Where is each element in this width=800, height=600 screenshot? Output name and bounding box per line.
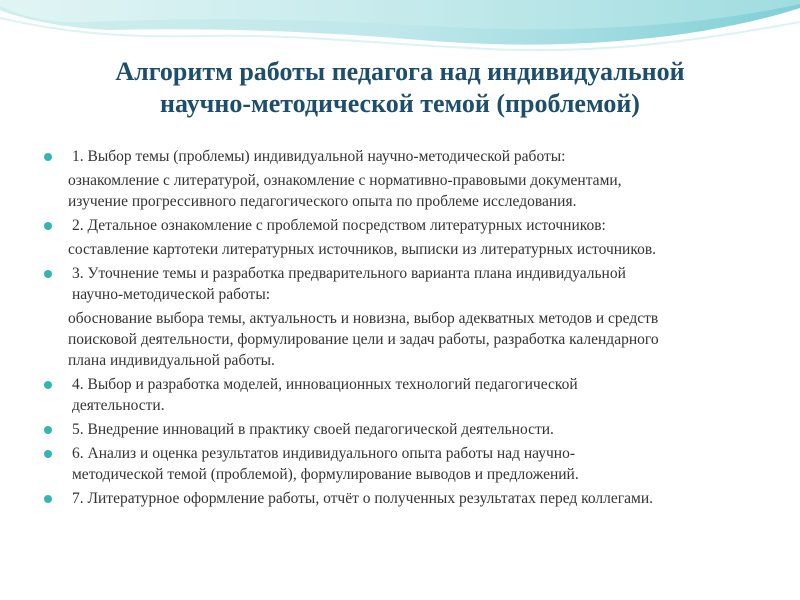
bullet-dot-icon [44,381,52,389]
list-item-text: методической темой (проблемой), формулирование выводов и предложений. [72,466,579,483]
list-item-text: 1. Выбор темы (проблемы) индивидуальной научно-методической работы: [72,148,566,165]
list-item-text: 5. Внедрение инноваций в практику своей педагогической деятельности. [72,421,554,438]
details-line: изучение прогрессивного педагогического опыта по проблеме исследования. [68,193,577,210]
details-line: составление картотеки литературных источников, выписки из литературных источников. [68,241,657,258]
list-item-1 [44,146,760,167]
list-item-text: 2. Детальное ознакомление с проблемой посредством литературных источников: [72,217,606,234]
list-item-2-details [44,239,760,260]
list-item-3 [44,263,760,305]
list-item-text: 7. Литературное оформление работы, отчёт о полученных результатах перед коллегами. [72,490,653,507]
details-line: поисковой деятельности, формулирование цели и задач работы, разработка календарного [68,331,659,348]
list-item-5 [44,419,760,440]
bullet-dot-icon [44,153,52,161]
list-item-1-details [44,170,760,212]
list-item-3-details [44,308,760,371]
algorithm-list [44,146,760,509]
details-line: обоснование выбора темы, актуальность и новизна, выбор адекватных методов и средств [68,310,659,327]
bullet-dot-icon [44,495,52,503]
list-item-text: 4. Выбор и разработка моделей, инновационных технологий педагогической [72,376,578,393]
list-item-6 [44,443,760,485]
details-line: ознакомление с литературой, ознакомление с нормативно-правовыми документами, [68,172,622,189]
list-item-2 [44,215,760,236]
list-item-text: деятельности. [72,397,165,414]
slide-title-line1: Алгоритм работы педагога над индивидуальной [115,57,685,86]
list-item-text: научно-методической работы: [72,286,271,303]
bullet-dot-icon [44,270,52,278]
details-line: плана индивидуальной работы. [68,352,275,369]
slide-title-line2: научно-методической темой (проблемой) [160,89,640,118]
bullet-dot-icon [44,222,52,230]
list-item-text: 3. Уточнение темы и разработка предварительного варианта плана индивидуальной [72,265,626,282]
list-item-text: 6. Анализ и оценка результатов индивидуального опыта работы над научно- [72,445,575,462]
list-item-7 [44,488,760,509]
list-item-4 [44,374,760,416]
slide-title [40,56,760,120]
bullet-dot-icon [44,450,52,458]
bullet-dot-icon [44,426,52,434]
